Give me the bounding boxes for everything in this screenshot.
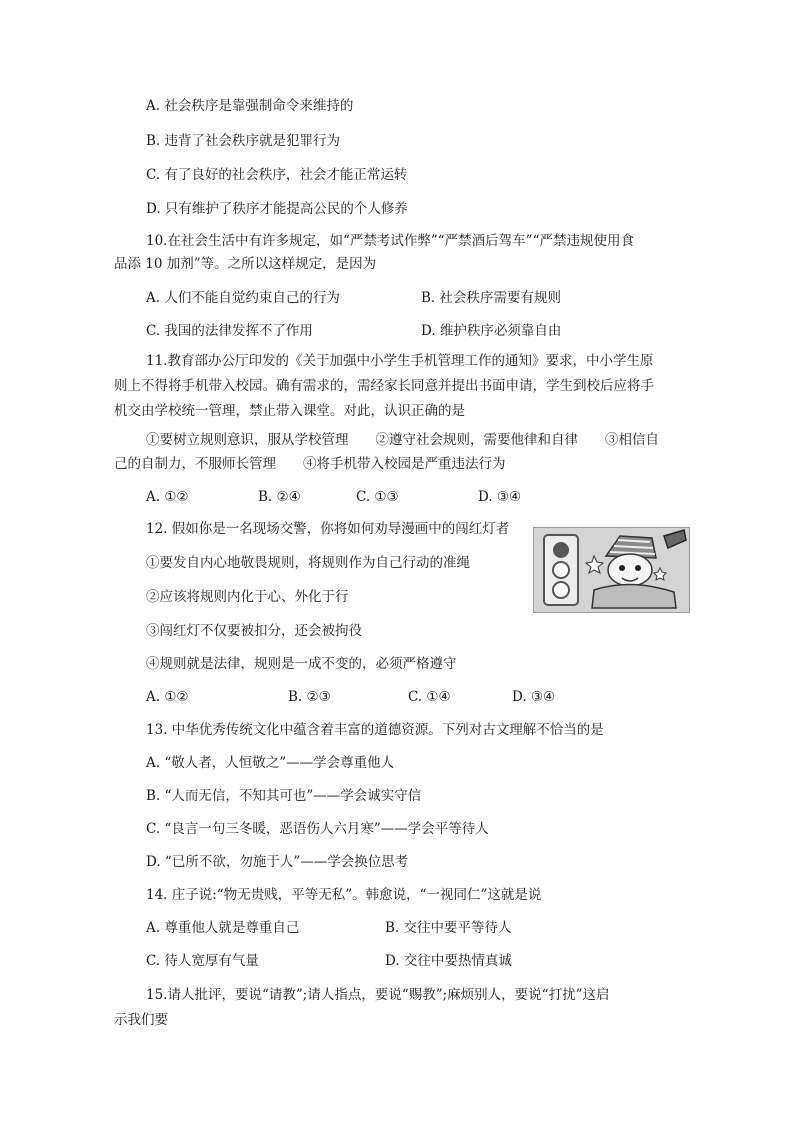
q11-stem-line2: 则上不得将手机带入校园。确有需求的，需经家长同意并提出书面申请，学生到校后应将手 [114, 378, 654, 394]
q11-stem-line1: 11.教育部办公厅印发的《关于加强中小学生手机管理工作的通知》要求，中小学生原 [146, 353, 654, 369]
q14-option-a: A. 尊重他人就是尊重自己 [146, 920, 300, 936]
q13-option-c: C. “良言一句三冬暖，恶语伤人六月寒”——学会平等待人 [146, 821, 489, 837]
cartoon-illustration-icon [534, 528, 689, 612]
q9-option-b: B. 违背了社会秩序就是犯罪行为 [146, 133, 341, 149]
q10-stem-line1: 10.在社会生活中有许多规定，如“严禁考试作弊”“严禁酒后驾车”“严禁违规使用食 [146, 233, 634, 249]
q13-option-b: B. “人而无信，不知其可也”——学会诚实守信 [146, 788, 422, 804]
q9-option-d: D. 只有维护了秩序才能提高公民的个人修养 [146, 201, 408, 217]
q10-option-a: A. 人们不能自觉约束自己的行为 [146, 290, 340, 306]
traffic-cartoon-image [533, 527, 690, 613]
q15-stem-line2: 示我们要 [114, 1012, 168, 1028]
q12-option-b: B. ②③ [288, 689, 331, 705]
q14-option-c: C. 待人宽厚有气量 [146, 953, 259, 969]
q11-stem-line3: 机交由学校统一管理，禁止带入课堂。对此，认识正确的是 [114, 403, 465, 419]
q14-stem: 14. 庄子说:“物无贵贱，平等无私”。韩愈说，“一视同仁”这就是说 [146, 887, 542, 903]
q13-stem: 13. 中华优秀传统文化中蕴含着丰富的道德资源。下列对古文理解不恰当的是 [146, 722, 604, 738]
q10-option-c: C. 我国的法律发挥不了作用 [146, 323, 313, 339]
q13-option-d: D. “已所不欲，勿施于人”——学会换位思考 [146, 854, 409, 870]
q12-statement-1: ①要发自内心地敬畏规则，将规则作为自己行动的准绳 [146, 555, 470, 571]
q12-statement-2: ②应该将规则内化于心、外化于行 [146, 589, 349, 605]
q9-option-c: C. 有了良好的社会秩序，社会才能正常运转 [146, 167, 408, 183]
q12-option-c: C. ①④ [408, 689, 451, 705]
q11-option-a: A. ①② [146, 489, 189, 505]
q12-statement-3: ③闯红灯不仅要被扣分，还会被拘役 [146, 623, 362, 639]
q15-stem-line1: 15.请人批评，要说“请教”;请人指点，要说“赐教”;麻烦别人，要说“打扰”这启 [146, 987, 610, 1003]
q12-option-a: A. ①② [146, 689, 189, 705]
q14-option-b: B. 交往中要平等待人 [385, 920, 512, 936]
q12-statement-4: ④规则就是法律，规则是一成不变的，必须严格遵守 [146, 656, 457, 672]
q14-option-d: D. 交往中要热情真诚 [385, 953, 512, 969]
q9-option-a: A. 社会秩序是靠强制命令来维持的 [146, 98, 354, 114]
q11-statements-line2: 己的自制力，不服师长管理 ④将手机带入校园是严重违法行为 [114, 456, 506, 472]
q11-option-c: C. ①③ [356, 489, 399, 505]
q11-option-b: B. ②④ [258, 489, 301, 505]
q11-option-d: D. ③④ [478, 489, 522, 505]
q10-option-d: D. 维护秩序必须靠自由 [421, 323, 562, 339]
q11-statements-line1: ①要树立规则意识，服从学校管理 ②遵守社会规则，需要他律和自律 ③相信自 [146, 432, 659, 448]
q12-option-d: D. ③④ [512, 689, 556, 705]
q10-option-b: B. 社会秩序需要有规则 [421, 290, 562, 306]
q13-option-a: A. “敬人者，人恒敬之”——学会尊重他人 [146, 755, 395, 771]
q10-stem-line2: 品添 10 加剂”等。之所以这样规定，是因为 [114, 256, 377, 272]
q12-stem: 12. 假如你是一名现场交警，你将如何劝导漫画中的闯红灯者 [146, 521, 510, 537]
